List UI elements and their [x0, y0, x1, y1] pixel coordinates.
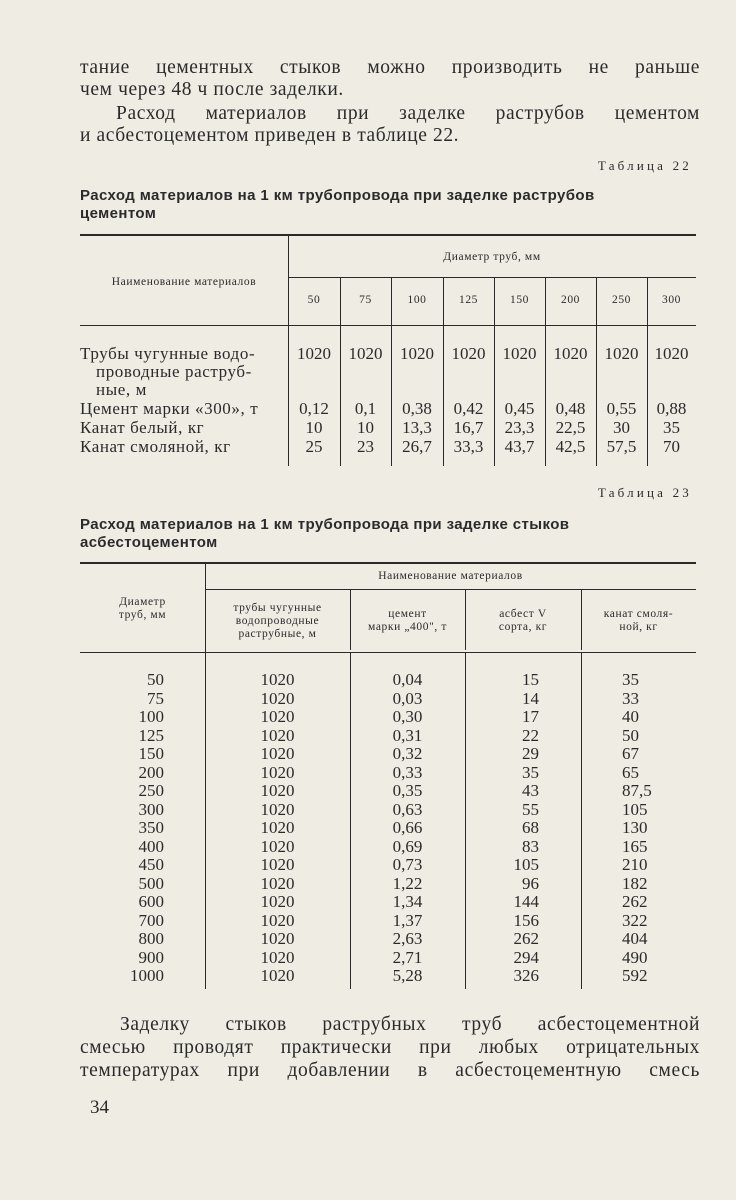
table-23-cell: 68: [522, 818, 539, 837]
table-22-diameter-header: 150: [509, 294, 530, 306]
table-23-cell: 96: [522, 873, 539, 893]
table-23-diameter-cell: 150: [138, 744, 164, 763]
table-divider: [581, 653, 582, 989]
table-23-cell: 294: [513, 947, 539, 967]
table-23-diameter-cell: 250: [138, 781, 164, 800]
table-23-cell: 322: [622, 910, 648, 930]
table-23-cell: 262: [513, 929, 539, 948]
table-23-diameter-cell: 500: [138, 873, 164, 893]
table-23-diameter-cell: 800: [138, 929, 164, 948]
table-23-diameter-cell: 400: [138, 836, 164, 856]
table-header-bottom-rule: [80, 652, 696, 653]
table-22-diameter-header: 50: [307, 294, 321, 306]
table-22-cell: 1020: [451, 344, 486, 363]
table-23-column-header: [350, 608, 465, 634]
table-22-cell: 70: [663, 437, 680, 456]
table-22-diameter-header: 125: [458, 294, 479, 306]
table-23-cell: 65: [622, 762, 639, 782]
table-23-cell: 0,33: [392, 762, 423, 782]
table-23-cell: 144: [513, 892, 539, 911]
table-22-cell: 1020: [400, 344, 434, 363]
table-22-caption: [80, 187, 700, 223]
table-23-cell: 87,5: [622, 781, 652, 800]
header-line: Диаметр: [119, 596, 166, 608]
table-23-column-header: [465, 608, 581, 634]
table-23-cell: 0,73: [392, 855, 423, 874]
table-23-cell: 17: [522, 707, 539, 726]
table-22-cell: 1020: [553, 344, 588, 363]
table-top-rule: [80, 562, 696, 564]
table-23-cell: 1020: [260, 873, 295, 893]
table-22-diameter-header: 200: [560, 294, 581, 306]
text-line: Расход материалов при заделке раструбов цементом: [116, 103, 700, 124]
paragraph-reference: [80, 103, 700, 147]
table-22-cell: 57,5: [606, 437, 637, 456]
table-23-cell: 592: [622, 966, 648, 985]
table-22-cell: 22,5: [555, 418, 586, 437]
table-22-cell: 0,1: [354, 399, 377, 418]
table-22-diameter-header: 250: [611, 294, 632, 306]
label-line: проводные раструб-: [96, 362, 252, 381]
table-23-cell: 1,37: [392, 910, 423, 930]
table-23-cell: 0,35: [392, 781, 423, 800]
table-23-cell: 262: [622, 892, 648, 911]
table-22-cell: 35: [663, 418, 680, 437]
table-23-cell: 326: [513, 966, 539, 985]
header-line: марки „400", т: [368, 621, 447, 633]
table-23-cell: 1020: [260, 670, 295, 689]
table-23-cell: 1020: [260, 929, 295, 948]
header-line: асбест V: [499, 608, 547, 620]
table-22-cell: 1020: [654, 344, 689, 363]
table-23-cell: 130: [622, 818, 648, 837]
table-22-cell: 25: [305, 437, 323, 456]
table-23-diameter-cell: 125: [138, 725, 164, 745]
table-23-header-material: Наименование материалов: [378, 570, 523, 582]
table-23-cell: 5,28: [392, 966, 423, 985]
table-23-diameter-cell: 200: [138, 762, 164, 782]
table-22-cell: 0,55: [606, 399, 637, 418]
text-line: Заделку стыков раструбных труб асбестоцементной: [120, 1014, 700, 1035]
table-23-cell: 1020: [260, 947, 295, 967]
table-top-rule: [80, 234, 696, 236]
table-23-cell: 105: [513, 855, 539, 874]
table-22-cell: 0,88: [656, 399, 687, 418]
table-23-cell: 35: [622, 670, 639, 689]
table-22-cell: 33,3: [453, 437, 484, 456]
label-line: Цемент марки «300», т: [80, 399, 259, 418]
table-23-cell: 43: [522, 781, 539, 800]
table-23-cell: 83: [522, 836, 539, 856]
table-22-cell: 1020: [604, 344, 639, 363]
table-22-cell: 1020: [297, 344, 331, 363]
table-22-cell: 13,3: [402, 418, 432, 437]
table-divider: [494, 278, 495, 466]
table-22-cell: 0,42: [453, 399, 484, 418]
header-line: раструбные, м: [238, 628, 317, 640]
table-header-rule: [205, 589, 696, 590]
table-23-cell: 1,22: [392, 873, 423, 893]
header-line: ной, кг: [619, 621, 658, 633]
table-22-number: Таблица 22: [597, 158, 692, 173]
table-23-cell: 1020: [260, 855, 295, 874]
caption-line: Расход материалов на 1 км трубопровода при заделке стыков: [80, 516, 570, 533]
table-23-cell: 0,30: [392, 707, 423, 726]
table-divider: [391, 278, 392, 466]
table-23-diameter-cell: 700: [138, 910, 164, 930]
header-line: трубы чугунные: [233, 602, 322, 614]
table-23-cell: 40: [622, 707, 639, 726]
header-line: водопроводные: [235, 615, 320, 627]
table-23-cell: 105: [622, 799, 648, 819]
table-22-header-material: Наименование материалов: [111, 276, 257, 288]
table-divider: [545, 278, 546, 466]
table-23-cell: 0,03: [392, 688, 423, 708]
table-22-cell: 42,5: [555, 437, 586, 456]
table-23-cell: 2,63: [392, 929, 423, 948]
table-23-cell: 22: [522, 725, 539, 745]
header-line: цемент: [388, 608, 427, 620]
table-22-cell: 23,3: [504, 418, 535, 437]
table-23-cell: 1020: [260, 966, 295, 985]
table-22-cell: 30: [613, 418, 630, 437]
table-23-diameter-cell: 50: [147, 670, 164, 689]
table-23-cell: 50: [622, 725, 639, 745]
table-22-cell: 10: [357, 418, 374, 437]
header-line: труб, мм: [118, 609, 167, 621]
table-23-cell: 0,32: [392, 744, 423, 763]
table-23-cell: 1020: [260, 762, 295, 782]
label-line: Канат смоляной, кг: [80, 437, 231, 456]
table-22-row-label: [80, 438, 286, 456]
table-divider: [647, 278, 648, 466]
text-line: температурах при добавлении в асбестоцементную смесь: [80, 1060, 700, 1081]
table-23-cell: 1020: [260, 836, 295, 856]
table-23-cell: 1020: [260, 799, 295, 819]
table-header-bottom-rule: [80, 325, 696, 326]
text-line: смесью проводят практически при любых отрицательных: [80, 1037, 700, 1058]
table-23-cell: 1,34: [392, 892, 423, 911]
table-23-cell: 0,63: [392, 799, 423, 819]
table-23-cell: 210: [622, 855, 648, 874]
label-line: Трубы чугунные водо-: [80, 344, 256, 363]
header-line: сорта, кг: [498, 621, 548, 633]
table-22-diameter-header: 100: [407, 294, 427, 306]
table-23-cell: 0,04: [392, 670, 423, 689]
text-line: тание цементных стыков можно производить не раньше: [80, 57, 700, 78]
caption-line: цементом: [80, 205, 157, 222]
table-23-diameter-cell: 100: [138, 707, 164, 726]
table-23-cell: 1020: [260, 688, 295, 708]
table-23-cell: 2,71: [392, 947, 423, 967]
table-22-cell: 0,45: [504, 399, 535, 418]
table-23-diameter-cell: 900: [138, 947, 164, 967]
table-22-cell: 23: [357, 437, 374, 456]
paragraph-intro: [80, 57, 700, 101]
table-22-diameter-header: 300: [661, 294, 682, 306]
table-23-diameter-cell: 300: [138, 799, 164, 819]
table-23-cell: 490: [622, 947, 648, 967]
table-22-diameter-header: 75: [359, 294, 372, 306]
table-divider: [443, 278, 444, 466]
text-line: и асбестоцементом приведен в таблице 22.: [80, 125, 460, 146]
table-23-header-diameter: [80, 596, 205, 622]
table-divider: [340, 278, 341, 466]
table-23-cell: 156: [513, 910, 539, 930]
text-line: чем через 48 ч после заделки.: [80, 79, 344, 100]
table-divider: [596, 278, 597, 466]
table-22-cell: 43,7: [504, 437, 535, 456]
table-23-cell: 67: [622, 744, 639, 763]
table-23-cell: 1020: [260, 910, 295, 930]
label-line: Канат белый, кг: [80, 418, 205, 437]
table-22-cell: 0,12: [299, 399, 329, 418]
table-23-cell: 55: [522, 799, 539, 819]
table-22-cell: 16,7: [453, 418, 484, 437]
table-23-diameter-cell: 600: [138, 892, 164, 911]
table-23-cell: 1020: [260, 744, 295, 763]
table-23-diameter-cell: 1000: [130, 966, 164, 985]
table-23-cell: 14: [522, 688, 539, 708]
table-divider: [288, 236, 289, 466]
table-23-cell: 1020: [260, 725, 295, 745]
table-23-cell: 15: [522, 670, 539, 689]
table-23-cell: 404: [622, 929, 648, 948]
table-23-cell: 29: [522, 744, 539, 763]
table-22-cell: 1020: [502, 344, 537, 363]
table-22-row-label: [80, 345, 286, 399]
table-22-cell: 26,7: [402, 437, 432, 456]
table-23-column-header: [205, 602, 350, 641]
table-header-rule: [288, 277, 696, 278]
table-23-caption: [80, 516, 700, 552]
table-23-cell: 182: [622, 873, 648, 893]
caption-line: Расход материалов на 1 км трубопровода при заделке раструбов: [80, 187, 595, 204]
table-23-column-header: [581, 608, 696, 634]
caption-line: асбестоцементом: [80, 534, 218, 551]
table-23-number: Таблица 23: [597, 485, 692, 500]
table-22-cell: 0,48: [555, 399, 586, 418]
table-22-cell: 1020: [348, 344, 383, 363]
paragraph-bottom: [80, 1013, 700, 1082]
table-23-cell: 1020: [260, 818, 295, 837]
table-22-row-label: [80, 400, 286, 418]
table-23-diameter-cell: 75: [147, 688, 164, 708]
table-22-header-diameter: Диаметр труб, мм: [443, 251, 541, 263]
table-23-diameter-cell: 350: [138, 818, 164, 837]
table-23-cell: 0,31: [392, 725, 423, 745]
table-23-cell: 0,66: [392, 818, 423, 837]
table-23-cell: 33: [622, 688, 639, 708]
page-number: 34: [90, 1097, 109, 1118]
table-23-cell: 0,69: [392, 836, 423, 856]
table-22-cell: 0,38: [402, 399, 432, 418]
table-23-cell: 1020: [260, 781, 295, 800]
header-line: канат смоля-: [603, 608, 674, 620]
label-line: ные, м: [96, 380, 147, 399]
table-23-cell: 165: [622, 836, 648, 856]
table-22-cell: 10: [305, 418, 323, 437]
table-23-cell: 1020: [260, 892, 295, 911]
table-22-row-label: [80, 419, 286, 437]
table-23-cell: 1020: [260, 707, 295, 726]
table-23-diameter-cell: 450: [138, 855, 164, 874]
table-23-cell: 35: [522, 762, 539, 782]
